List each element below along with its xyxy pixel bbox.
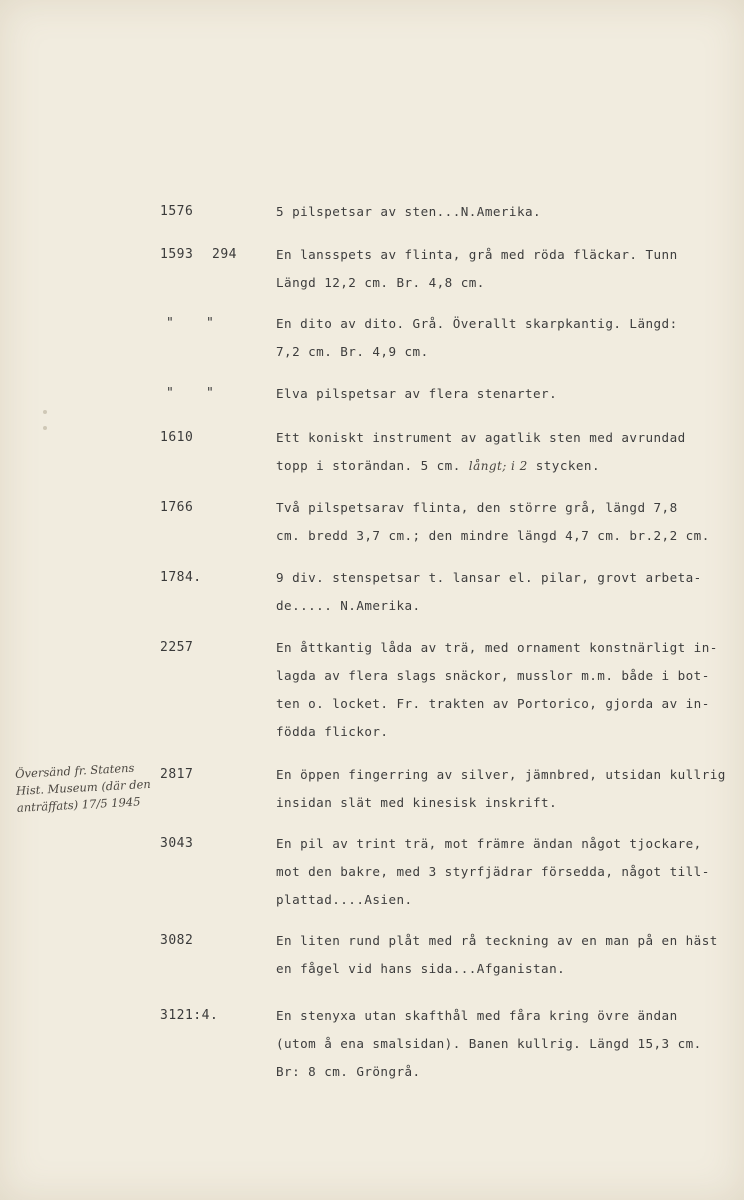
catalog-number: 1610	[160, 430, 194, 445]
description-line: de..... N.Amerika.	[276, 598, 421, 613]
margin-note-line: Hist. Museum (där den	[15, 776, 152, 798]
handwritten-addition: långt; i 2	[468, 459, 528, 473]
ditto-mark: "	[166, 386, 175, 401]
description-line: En öppen fingerring av silver, jämnbred, utsidan kullrig	[276, 767, 726, 782]
entry-description	[276, 836, 736, 920]
entry-description	[276, 204, 736, 232]
entry-description	[276, 767, 736, 823]
entry-description	[276, 500, 736, 556]
entry-description	[276, 430, 736, 486]
description-line: En liten rund plåt med rå teckning av en man på en häst	[276, 933, 718, 948]
description-line: En dito av dito. Grå. Överallt skarpkantig. Längd:	[276, 316, 678, 331]
entry-description	[276, 386, 736, 414]
catalog-number: 2817	[160, 767, 194, 782]
description-line: födda flickor.	[276, 724, 389, 739]
ditto-mark: "	[206, 386, 215, 401]
description-line: mot den bakre, med 3 styrfjädrar försedda, något till-	[276, 864, 710, 879]
description-line: Ett koniskt instrument av agatlik sten med avrundad	[276, 430, 686, 445]
description-line: Två pilspetsarav flinta, den större grå, längd 7,8	[276, 500, 678, 515]
description-line: 5 pilspetsar av sten...N.Amerika.	[276, 204, 542, 219]
description-line: En lansspets av flinta, grå med röda fläckar. Tunn	[276, 247, 678, 262]
description-line: insidan slät med kinesisk inskrift.	[276, 795, 558, 810]
catalog-number: 1576	[160, 204, 194, 219]
ditto-mark: "	[206, 316, 215, 331]
ditto-mark: "	[166, 316, 175, 331]
description-line: 7,2 cm. Br. 4,9 cm.	[276, 344, 429, 359]
typed-text: stycken.	[535, 458, 600, 473]
description-line: En pil av trint trä, mot främre ändan något tjockare,	[276, 836, 702, 851]
description-line: plattad....Asien.	[276, 892, 413, 907]
entry-description	[276, 316, 736, 372]
catalog-number: 3121:4.	[160, 1008, 219, 1023]
description-line: 9 div. stenspetsar t. lansar el. pilar, grovt arbeta-	[276, 570, 702, 585]
catalog-number: 1784.	[160, 570, 202, 585]
description-line: Elva pilspetsar av flera stenarter.	[276, 386, 558, 401]
margin-note-line: Översänd fr. Statens	[14, 760, 135, 781]
description-line: lagda av flera slags snäckor, musslor m.m. både i bot-	[276, 668, 710, 683]
catalog-number: 1593	[160, 247, 194, 262]
entry-description	[276, 933, 736, 989]
entry-description	[276, 1008, 736, 1092]
margin-note-line: anträffats) 17/5 1945	[16, 794, 141, 815]
secondary-number: 294	[212, 247, 237, 262]
punch-hole	[43, 410, 47, 414]
entry-description	[276, 247, 736, 303]
description-line: ten o. locket. Fr. trakten av Portorico, gjorda av in-	[276, 696, 710, 711]
description-line: cm. bredd 3,7 cm.; den mindre längd 4,7 cm. br.2,2 cm.	[276, 528, 710, 543]
description-line: (utom å ena smalsidan). Banen kullrig. Längd 15,3 cm.	[276, 1036, 702, 1051]
description-line: Längd 12,2 cm. Br. 4,8 cm.	[276, 275, 485, 290]
description-line: En åttkantig låda av trä, med ornament konstnärligt in-	[276, 640, 718, 655]
description-line: En stenyxa utan skafthål med fåra kring övre ändan	[276, 1008, 678, 1023]
description-line: en fågel vid hans sida...Afganistan.	[276, 961, 566, 976]
entry-description	[276, 640, 736, 752]
description-line	[276, 458, 736, 486]
punch-hole	[43, 426, 47, 430]
description-line: Br: 8 cm. Gröngrå.	[276, 1064, 421, 1079]
handwritten-margin-note	[15, 758, 167, 817]
catalog-number: 3043	[160, 836, 194, 851]
typed-text: topp i storändan. 5 cm.	[276, 458, 461, 473]
catalog-number: 1766	[160, 500, 194, 515]
catalog-number: 3082	[160, 933, 194, 948]
entry-description	[276, 570, 736, 626]
catalog-number: 2257	[160, 640, 194, 655]
